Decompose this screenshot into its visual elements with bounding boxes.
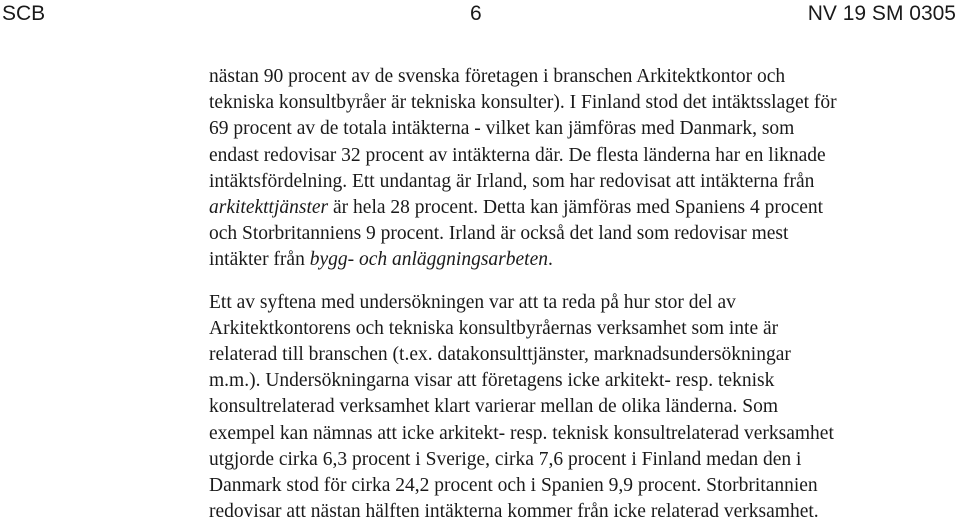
text-run: konsultrelaterad verksamhet klart varierar mellan de olika länderna. Som (209, 396, 779, 418)
text-line (209, 221, 957, 247)
paragraph (209, 290, 957, 526)
text-run: exempel kan nämnas att icke arkitekt- resp. teknisk konsultrelaterad verksamhet (209, 422, 834, 444)
text-run: och Storbritanniens 9 procent. Irland är också det land som redovisar mest (209, 223, 789, 245)
paragraph (209, 64, 957, 274)
text-run: Danmark stod för cirka 24,2 procent och i Spanien 9,9 procent. Storbritannien (209, 475, 818, 497)
text-line (209, 290, 957, 316)
text-line-content (209, 143, 826, 169)
text-line (209, 64, 957, 90)
italic-text: bygg- och anläggningsarbeten (309, 249, 548, 271)
text-line-content (209, 499, 819, 525)
text-run: relaterad till branschen (t.ex. datakonsulttjänster, marknadsundersökningar (209, 344, 791, 366)
text-line (209, 499, 957, 525)
text-line (209, 316, 957, 342)
text-run: redovisar att nästan hälften intäkterna kommer från icke relaterad verksamhet. (209, 501, 819, 523)
text-line-content (209, 316, 778, 342)
text-run: 69 procent av de totala intäkterna - vilket kan jämföras med Danmark, som (209, 118, 795, 140)
text-run: är hela 28 procent. Detta kan jämföras med Spaniens 4 procent (328, 197, 824, 219)
text-line-content (209, 368, 774, 394)
text-line-content (209, 221, 788, 247)
text-run: nästan 90 procent av de svenska företagen i branschen Arkitektkontor och (209, 66, 786, 87)
header-organization: SCB (2, 2, 46, 25)
text-line-content (209, 64, 785, 90)
text-line (209, 116, 957, 142)
text-line-content (209, 116, 794, 142)
text-line (209, 368, 957, 394)
text-line-content (209, 473, 818, 499)
text-run: endast redovisar 32 procent av intäkterna där. De flesta länderna har en liknade (209, 144, 826, 166)
text-line-content (209, 342, 791, 368)
italic-text: arkitekttjänster (209, 197, 329, 219)
text-run: tekniska konsultbyråer är tekniska konsulter). I Finland stod det intäktsslaget för (209, 92, 837, 114)
text-line (209, 473, 957, 499)
page-number: 6 (470, 2, 482, 25)
text-line-content (209, 247, 553, 273)
text-line (209, 195, 957, 221)
text-line (209, 447, 957, 473)
text-line (209, 342, 957, 368)
text-line (209, 247, 957, 273)
text-line-content (209, 195, 823, 221)
text-run: intäktsfördelning. Ett undantag är Irland, som har redovisat att intäkterna från (209, 170, 815, 192)
page-header (0, 0, 960, 30)
text-line-content (209, 421, 834, 447)
text-run: . (548, 249, 553, 271)
text-run: utgjorde cirka 6,3 procent i Sverige, cirka 7,6 procent i Finland medan den i (209, 448, 802, 470)
text-run: Arkitektkontorens och tekniska konsultbyråernas verksamhet som inte är (209, 317, 779, 339)
text-line-content (209, 169, 814, 195)
text-run: m.m.). Undersökningarna visar att företagens icke arkitekt- resp. teknisk (209, 370, 775, 392)
document-code: NV 19 SM 0305 (807, 2, 956, 25)
text-line-content (209, 290, 736, 316)
text-line (209, 169, 957, 195)
text-line-content (209, 447, 801, 473)
text-line (209, 421, 957, 447)
text-line (209, 143, 957, 169)
text-run: Ett av syftena med undersökningen var att ta reda på hur stor del av (209, 291, 736, 313)
body-text (209, 64, 957, 525)
text-run: intäkter från (209, 249, 310, 271)
text-line (209, 90, 957, 116)
text-line-content (209, 394, 778, 420)
text-line-content (209, 90, 837, 116)
text-line (209, 394, 957, 420)
